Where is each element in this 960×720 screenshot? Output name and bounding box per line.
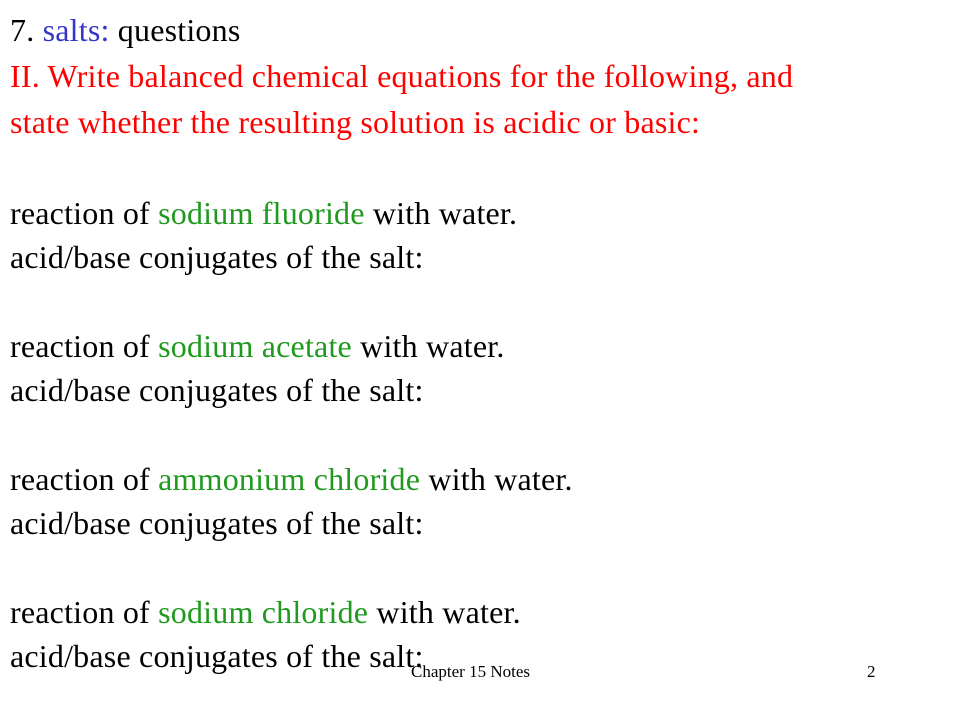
salt-name: sodium acetate	[158, 328, 352, 364]
reaction-prefix: reaction of	[10, 328, 159, 364]
slide-title	[10, 10, 241, 50]
reaction-line-sodium-acetate	[10, 326, 505, 366]
conjugates-line-ammonium-chloride: acid/base conjugates of the salt:	[10, 505, 424, 541]
conjugates-line-sodium-chloride: acid/base conjugates of the salt:	[10, 638, 424, 674]
reaction-prefix: reaction of	[10, 594, 159, 630]
reaction-prefix: reaction of	[10, 195, 159, 231]
salt-name: sodium chloride	[158, 594, 369, 630]
footer-chapter-label: Chapter 15 Notes	[411, 662, 530, 681]
page-number: 2	[867, 662, 876, 681]
title-topic: salts:	[42, 12, 110, 48]
reaction-suffix: with water.	[368, 594, 521, 630]
reaction-line-ammonium-chloride	[10, 459, 573, 499]
reaction-suffix: with water.	[351, 328, 505, 364]
conjugates-line-sodium-acetate: acid/base conjugates of the salt:	[10, 372, 424, 408]
instructions-line-2: state whether the resulting solution is acidic or basic:	[10, 104, 701, 140]
title-rest: questions	[117, 12, 241, 48]
conjugates-line-sodium-fluoride: acid/base conjugates of the salt:	[10, 239, 424, 275]
instructions-line-1: II. Write balanced chemical equations for the following, and	[10, 58, 794, 94]
reaction-suffix: with water.	[420, 461, 573, 497]
reaction-line-sodium-fluoride	[10, 193, 517, 233]
reaction-prefix: reaction of	[10, 461, 159, 497]
salt-name: sodium fluoride	[158, 195, 365, 231]
reaction-suffix: with water.	[364, 195, 518, 231]
title-number: 7.	[10, 12, 35, 48]
salt-name: ammonium chloride	[158, 461, 421, 497]
reaction-line-sodium-chloride	[10, 592, 521, 632]
